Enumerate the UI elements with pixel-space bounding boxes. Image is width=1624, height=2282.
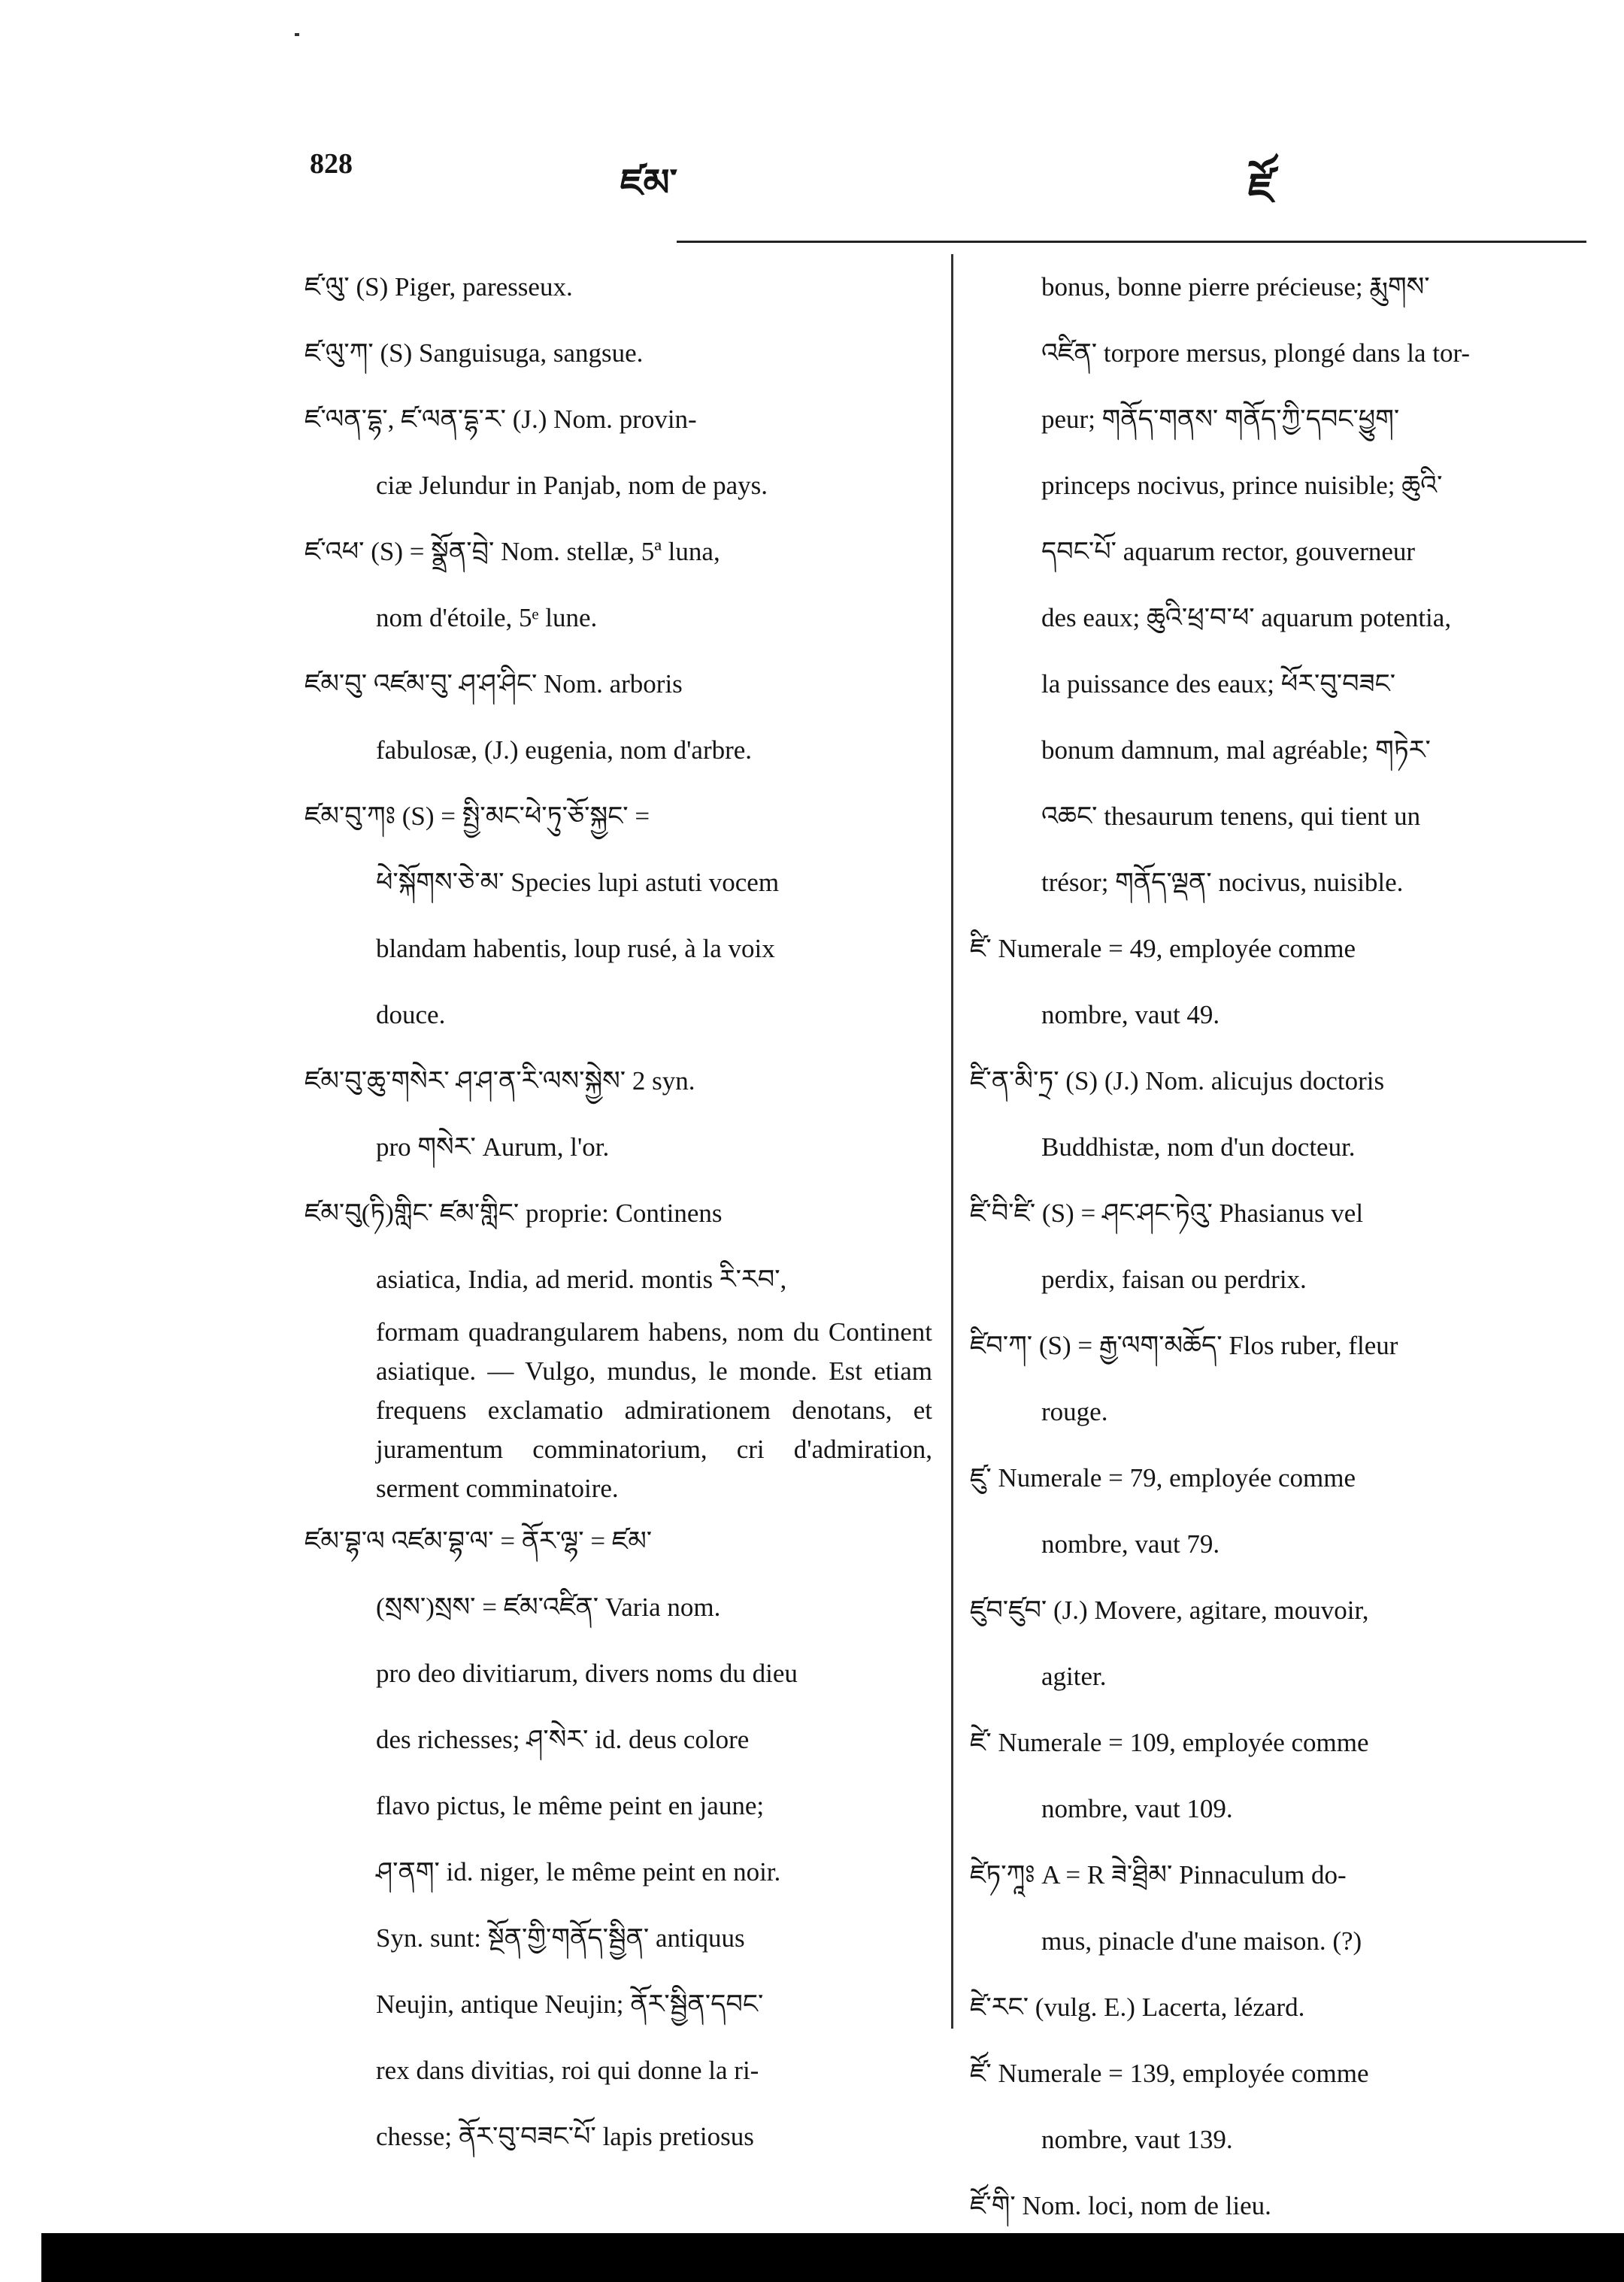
entry-continuation: flavo pictus, le même peint en jaune;: [376, 1791, 765, 1820]
entry-continuation: asiatica, India, ad merid. montis རི་རབ་,: [376, 1265, 787, 1294]
dictionary-entry: ཛམ་བུ་ཀཿ (S) = སྤྱི་མང་ཕེ་ཏུ་ཅོ་སྐྱང་ =: [304, 802, 650, 831]
entry-continuation: chesse; ནོར་བུ་བཟང་པོ་ lapis pretiosus: [376, 2122, 754, 2151]
left-column: [304, 254, 932, 2170]
entry-continuation: nombre, vaut 109.: [1041, 1794, 1233, 1823]
dictionary-entry: ཛམ་བུ་ འཛམ་བུ་ ཤ་ཤ་ཤིང་ Nom. arboris: [304, 669, 683, 699]
entry-continuation: formam quadrangularem habens, nom du Continent asiatique. — Vulgo, mundus, le monde. Est etiam frequens exclamatio admirationem denotans, et juramentum comminatorium, cri d'admiration, serment comminatoire.: [376, 1317, 932, 1503]
entry-continuation: ཕེ་སྐོགས་ཅེ་མ་ Species lupi astuti vocem: [376, 868, 780, 897]
dictionary-entry: ཛམ་བུ་ཆུ་གསེར་ ཤ་ཤ་ན་རི་ལས་སྐྱེས་ 2 syn.: [304, 1066, 695, 1096]
dictionary-entry: ཛེ་རང་ (vulg. E.) Lacerta, lézard.: [970, 1993, 1305, 2022]
entry-continuation: འཛིན་ torpore mersus, plongé dans la tor-: [1041, 338, 1471, 368]
entry-continuation: nom d'étoile, 5ᵉ lune.: [376, 603, 598, 632]
entry-continuation: rouge.: [1041, 1397, 1108, 1426]
right-column: [970, 254, 1579, 2239]
entry-continuation: bonus, bonne pierre précieuse; རྨུགས་: [1041, 272, 1430, 302]
running-head: ཛམ་: [620, 162, 678, 204]
entry-continuation: pro གསེར་ Aurum, l'or.: [376, 1132, 610, 1162]
entry-continuation: nombre, vaut 139.: [1041, 2125, 1233, 2154]
entry-continuation: nombre, vaut 49.: [1041, 1000, 1220, 1029]
scan-bottom-edge: [41, 2233, 1624, 2282]
entry-continuation: bonum damnum, mal agréable; གཏེར་: [1041, 735, 1431, 765]
dictionary-entry: ཛོ་གི་ Nom. loci, nom de lieu.: [970, 2191, 1271, 2220]
entry-continuation: Syn. sunt: སྔོན་གྱི་གནོད་སྦྱིན་ antiquus: [376, 1923, 745, 1953]
dictionary-entry: ཛིབ་ཀ་ (S) = རྒྱ་ལག་མཆོད་ Flos ruber, fleur: [970, 1331, 1398, 1360]
entry-continuation: (སྲས་)སྲས་ = ཛམ་འཛིན་ Varia nom.: [376, 1593, 721, 1622]
entry-continuation: peur; གནོད་གནས་ གནོད་ཀྱི་དབང་ཕྱུག་: [1041, 405, 1400, 434]
dictionary-entry: ཛ་ལན་དྷ་, ཛ་ལན་དྷ་ར་ (J.) Nom. provin-: [304, 405, 697, 434]
entry-continuation: perdix, faisan ou perdrix.: [1041, 1265, 1307, 1294]
dictionary-entry: ཛེཏ་ཀཱཿ A = R ཟེ་ཐྲིམ་ Pinnaculum do-: [970, 1860, 1347, 1890]
entry-continuation: Neujin, antique Neujin; ནོར་སྦྱིན་དབང་: [376, 1990, 764, 2019]
entry-continuation: blandam habentis, loup rusé, à la voix: [376, 934, 775, 963]
entry-continuation: princeps nocivus, prince nuisible; ཆུའི་: [1041, 471, 1443, 500]
dictionary-entry: ཛ་འཕ་ (S) = སྣྲོན་བྲེ་ Nom. stellæ, 5ª luna,: [304, 537, 720, 566]
dictionary-entry: ཛོ་ Numerale = 139, employée comme: [970, 2059, 1369, 2088]
entry-continuation: trésor; གནོད་ལྡན་ nocivus, nuisible.: [1041, 868, 1404, 897]
page-header: [0, 147, 1624, 213]
entry-continuation: Buddhistæ, nom d'un docteur.: [1041, 1132, 1356, 1162]
entry-continuation: la puissance des eaux; ཕོར་བུ་བཟང་: [1041, 669, 1396, 699]
entry-continuation: དབང་པོ་ aquarum rector, gouverneur: [1041, 537, 1416, 566]
dictionary-entry: ཛམ་བུ(ཏི)གླིང་ ཛམ་གླིང་ proprie: Continens: [304, 1199, 723, 1228]
entry-continuation: des eaux; ཆུའི་ཕྲ་བ་ཕ་ aquarum potentia,: [1041, 603, 1452, 632]
header-rule: [677, 241, 1586, 243]
column-divider: [951, 254, 953, 2029]
entry-continuation: rex dans divitias, roi qui donne la ri-: [376, 2056, 759, 2085]
dictionary-entry: ཛམ་བྷ་ལ འཛམ་བྷ་ལ་ = ནོར་ལྷ་ = ཛམ་: [304, 1526, 653, 1556]
dictionary-entry: ཛི་ Numerale = 49, employée comme: [970, 934, 1356, 963]
entry-continuation: འཆང་ thesaurum tenens, qui tient un: [1041, 802, 1421, 831]
entry-continuation: ཤ་ནག་ id. niger, le même peint en noir.: [376, 1857, 781, 1887]
dictionary-entry: ཛ་ལུ་ཀ་ (S) Sanguisuga, sangsue.: [304, 338, 644, 368]
page-number: 828: [310, 148, 353, 180]
dictionary-entry: ཛུབ་ཛུབ་ (J.) Movere, agitare, mouvoir,: [970, 1596, 1369, 1625]
entry-continuation: pro deo divitiarum, divers noms du dieu: [376, 1659, 798, 1688]
dictionary-entry: ཛ་ལུ་ (S) Piger, paresseux.: [304, 272, 573, 302]
dictionary-entry: ཛེ་ Numerale = 109, employée comme: [970, 1728, 1369, 1757]
entry-continuation: fabulosæ, (J.) eugenia, nom d'arbre.: [376, 735, 753, 765]
section-letter: ཛོ: [1248, 166, 1274, 213]
entry-continuation: nombre, vaut 79.: [1041, 1529, 1220, 1559]
entry-continuation: ciæ Jelundur in Panjab, nom de pays.: [376, 471, 768, 500]
entry-continuation: agiter.: [1041, 1662, 1107, 1691]
dictionary-entry: ཛུ་ Numerale = 79, employée comme: [970, 1463, 1356, 1493]
dictionary-entry: ཛི་བི་ཛི་ (S) = ཤང་ཤང་ཏེའུ་ Phasianus vel: [970, 1199, 1364, 1228]
scan-speck: [295, 33, 299, 36]
entry-continuation: mus, pinacle d'une maison. (?): [1041, 1926, 1362, 1956]
entry-continuation: douce.: [376, 1000, 446, 1029]
entry-continuation: des richesses; ཤ་སེར་ id. deus colore: [376, 1725, 750, 1754]
dictionary-entry: ཛི་ན་མི་ཏྲ་ (S) (J.) Nom. alicujus doctoris: [970, 1066, 1385, 1096]
